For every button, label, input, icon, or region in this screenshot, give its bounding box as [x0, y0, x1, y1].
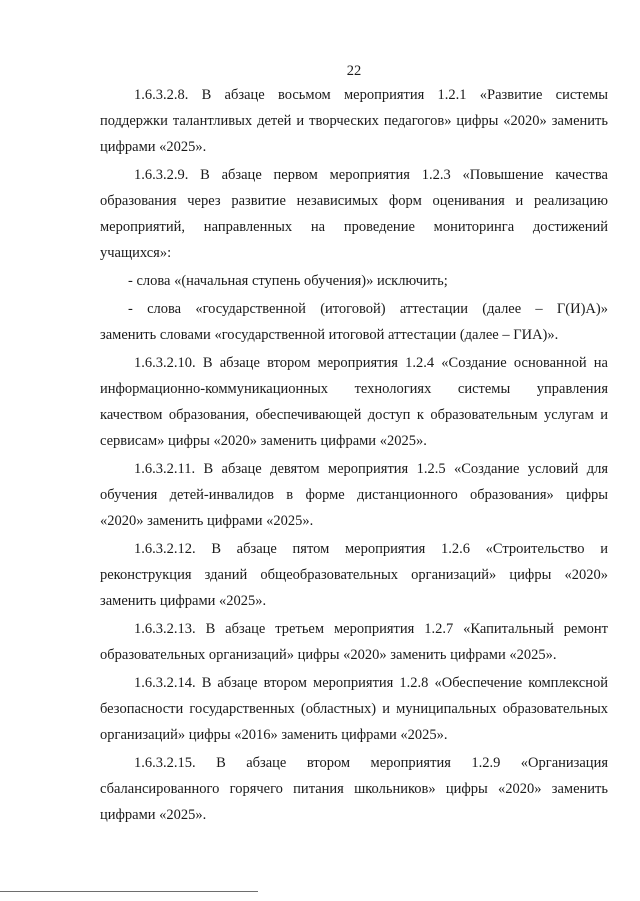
text-line: реконструкция зданий общеобразовательных организаций» цифры «2020» [100, 567, 608, 583]
text-line: поддержки талантливых детей и творческих педагогов» цифры «2020» заменить [100, 113, 608, 129]
text-line: цифрами «2025». [100, 139, 207, 155]
list-item-exclude [100, 268, 608, 294]
paragraph-1-6-3-2-15 [100, 750, 608, 828]
text-line: безопасности государственных (областных) и муниципальных образовательных [100, 701, 608, 717]
text-line: 1.6.3.2.14. В абзаце втором мероприятия 1.2.8 «Обеспечение комплексной [134, 675, 608, 691]
text-line: цифрами «2025». [100, 807, 207, 823]
paragraph-1-6-3-2-12 [100, 536, 608, 614]
text-line: 1.6.3.2.12. В абзаце пятом мероприятия 1.2.6 «Строительство и [134, 541, 608, 557]
text-line: - слова «(начальная ступень обучения)» исключить; [128, 273, 448, 289]
paragraph-1-6-3-2-9 [100, 162, 608, 266]
text-line: - слова «государственной (итоговой) аттестации (далее – Г(И)А)» [128, 301, 608, 317]
paragraph-1-6-3-2-13 [100, 616, 608, 668]
text-line: информационно-коммуникационных технологиях системы управления [100, 381, 608, 397]
text-line: 1.6.3.2.10. В абзаце втором мероприятия 1.2.4 «Создание основанной на [134, 355, 608, 371]
text-line: образовательных организаций» цифры «2020» заменить цифрами «2025». [100, 647, 557, 663]
paragraph-1-6-3-2-14 [100, 670, 608, 748]
text-line: «2020» заменить цифрами «2025». [100, 513, 314, 529]
text-line: 1.6.3.2.15. В абзаце втором мероприятия 1.2.9 «Организация [134, 755, 608, 771]
text-line: 1.6.3.2.8. В абзаце восьмом мероприятия 1.2.1 «Развитие системы [134, 87, 608, 103]
text-line: заменить словами «государственной итоговой аттестации (далее – ГИА)». [100, 327, 559, 343]
text-line: 1.6.3.2.9. В абзаце первом мероприятия 1.2.3 «Повышение качества [134, 167, 608, 183]
paragraph-1-6-3-2-11 [100, 456, 608, 534]
text-line: обучения детей-инвалидов в форме дистанционного образования» цифры [100, 487, 608, 503]
text-line: образования через развитие независимых форм оценивания и реализацию [100, 193, 608, 209]
text-line: сервисам» цифры «2020» заменить цифрами «2025». [100, 433, 427, 449]
text-line: заменить цифрами «2025». [100, 593, 267, 609]
text-line: 1.6.3.2.13. В абзаце третьем мероприятия 1.2.7 «Капитальный ремонт [134, 621, 608, 637]
text-line: учащихся»: [100, 245, 172, 261]
paragraph-1-6-3-2-10 [100, 350, 608, 454]
text-line: сбалансированного горячего питания школьников» цифры «2020» заменить [100, 781, 608, 797]
paragraph-1-6-3-2-8 [100, 82, 608, 160]
page-number: 22 [346, 63, 362, 79]
text-line: организаций» цифры «2016» заменить цифрами «2025». [100, 727, 448, 743]
text-line: мероприятий, направленных на проведение мониторинга достижений [100, 219, 608, 235]
text-line: 1.6.3.2.11. В абзаце девятом мероприятия 1.2.5 «Создание условий для [134, 461, 608, 477]
text-line: качеством образования, обеспечивающей доступ к образовательным услугам и [100, 407, 608, 423]
footer-rule [0, 891, 258, 892]
document-body [100, 82, 608, 828]
list-item-replace [100, 296, 608, 348]
